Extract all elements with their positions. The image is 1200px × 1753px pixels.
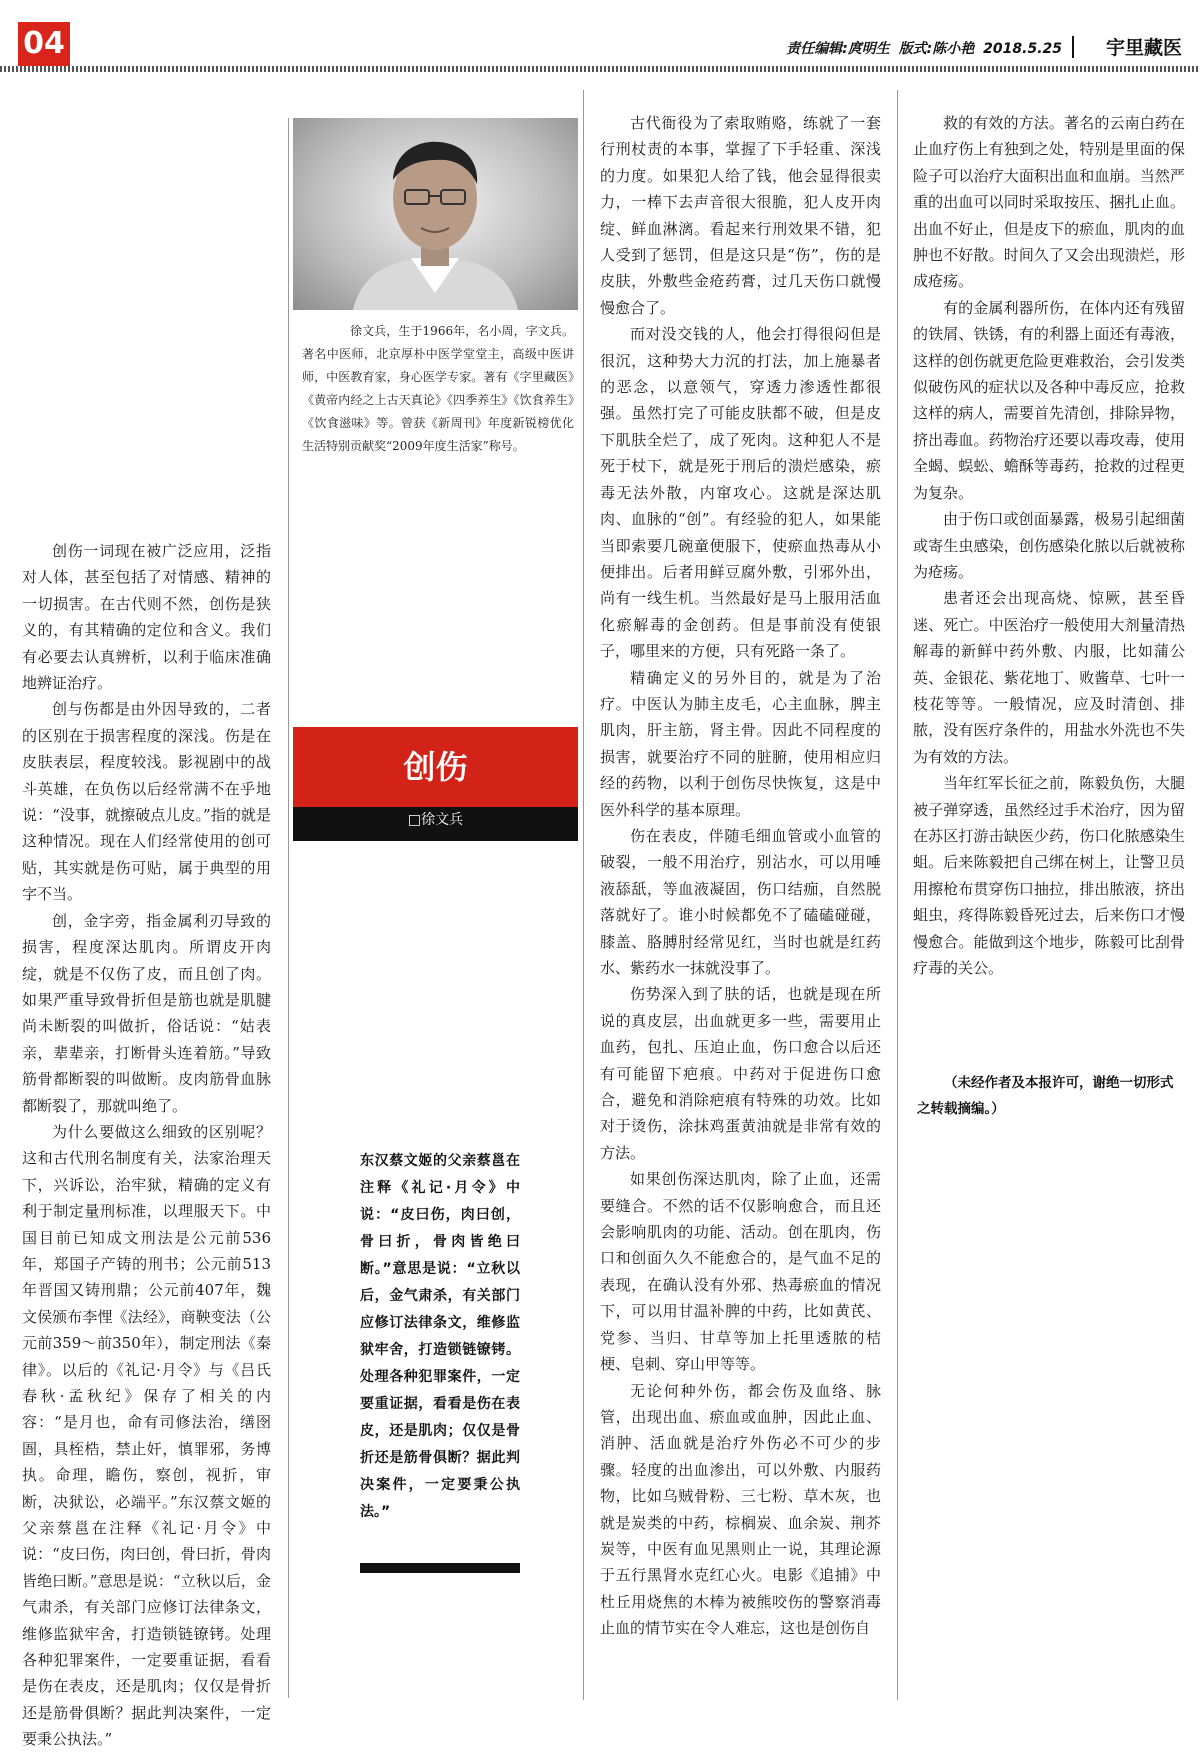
author-portrait-icon <box>293 118 578 310</box>
article-author: □徐文兵 <box>293 807 578 841</box>
paragraph: 伤在表皮，伴随毛细血管或小血管的破裂，一般不用治疗，别沾水，可以用唾液舔舐，等血液凝固，伤口结痂，自然脱落就好了。谁小时候都免不了磕磕碰碰，膝盖、胳膊肘经常见红，当时也就是红药水、紫药水一抹就没事了。 <box>600 826 881 977</box>
pull-quote-bar <box>360 1563 520 1573</box>
author-photo <box>293 118 578 310</box>
paragraph: 精确定义的另外目的，就是为了治疗。中医认为肺主皮毛，心主血脉，脾主肌肉，肝主筋，肾主骨。因此不同程度的损害，就要治疗不同的脏腑，使用相应归经的药物，以利于创伤尽快恢复，这是中医外科学的基本原理。 <box>600 668 881 819</box>
paragraph: 古代衙役为了索取贿赂，练就了一套行刑杖责的本事，掌握了下手轻重、深浅的力度。如果犯人给了钱，他会显得很卖力，一棒下去声音很大很脆，犯人皮开肉绽、鲜血淋漓。看起来行刑效果不错，犯人受到了惩罚，但是这只是“伤”，伤的是皮肤，外敷些金疮药膏，过几天伤口就慢慢愈合了。 <box>600 114 881 317</box>
article-column-3 <box>600 110 881 1642</box>
paragraph: 而对没交钱的人，他会打得很闷但是很沉，这种势大力沉的打法，加上施暴者的恶念，以意领气，穿透力渗透性都很强。虽然打完了可能皮肤都不破，但是皮下肌肤全烂了，成了死肉。这种犯人不是死于杖下，就是死于刑后的溃烂感染，瘀毒无法外散，内窜攻心。这就是深达肌肉、血脉的“创”。有经验的犯人，如果能当即索要几碗童便服下，使瘀血热毒从小便排出。后者用鲜豆腐外敷，引邪外出，尚有一线生机。当然最好是马上服用活血化瘀解毒的金创药。但是事前没有使银子，哪里来的方便，只有死路一条了。 <box>600 325 881 661</box>
pull-quote-text: 东汉蔡文姬的父亲蔡邕在注释《礼记·月令》中说：“皮曰伤，肉曰创，骨曰折，骨肉皆绝曰断。”意思是说：“立秋以后，金气肃杀，有关部门应修订法律条文，维修监狱牢舍，打造锁链镣铐。处理各种犯罪案件，一定要重证据，看看是伤在表皮，还是肌肉；仅仅是骨折还是筋骨俱断？据此判决案件，一定要秉公执法。” <box>360 1153 520 1520</box>
paragraph: 患者还会出现高烧、惊厥，甚至昏迷、死亡。中医治疗一般使用大剂量清热解毒的新鲜中药外敷、内服，比如蒲公英、金银花、紫花地丁、败酱草、七叶一枝花等等。一般情况，应及时清创、排脓，没有医疗条件的，用盐水外洗也不失为有效的方法。 <box>913 589 1185 766</box>
article-column-4 <box>913 110 1185 981</box>
paragraph: 如果创伤深达肌肉，除了止血，还需要缝合。不然的话不仅影响愈合，而且还会影响肌肉的功能、活动。创在肌肉，伤口和创面久久不能愈合的，是气血不足的表现，在确认没有外邪、热毒瘀血的情况下，可以用甘温补脾的中药，比如黄芪、党参、当归、甘草等加上托里透脓的桔梗、皂刺、穿山甲等等。 <box>600 1170 881 1374</box>
title-block <box>293 727 578 841</box>
bio-text: 徐文兵，生于1966年，名小周，字文兵。著名中医师，北京厚朴中医学堂堂主，高级中医讲师，中医教育家，身心医学专家。著有《字里藏医》《黄帝内经之上古天真论》《四季养生》《饮食养生》《饮食滋味》等。曾获《新周刊》年度新锐榜优化生活特别贡献奖“2009年度生活家”称号。 <box>302 324 574 453</box>
paragraph: 创伤一词现在被广泛应用，泛指对人体，甚至包括了对情感、精神的一切损害。在古代则不然，创伤是狭义的，有其精确的定位和含义。我们有必要去认真辨析，以利于临床准确地辨证治疗。 <box>22 542 271 693</box>
author-bio <box>302 320 574 458</box>
paragraph: 为什么要做这么细致的区别呢？这和古代刑名制度有关，法家治理天下，兴诉讼，治牢狱，精确的定义有利于制定量刑标准，以理服天下。中国目前已知成文刑法是公元前536年，郑国子产铸的刑书；公元前513年晋国又铸刑鼎；公元前407年，魏文侯颁布李悝《法经》，商鞅变法（公元前359～前350年），制定刑法《秦律》。以后的《礼记·月令》与《吕氏春秋·孟秋纪》保存了相关的内容：“是月也，命有司修法治，缮囹圄，具桎梏，禁止奸，慎罪邪，务博执。命理，瞻伤，察创，视折，审断，决狱讼，必端平。”东汉蔡文姬的父亲蔡邕在注释《礼记·月令》中说：“皮曰伤，肉曰创，骨曰折，骨肉皆绝曰断。”意思是说：“立秋以后，金气肃杀，有关部门应修订法律条文，维修监狱牢舍，打造锁链镣铐。处理各种犯罪案件，一定要重证据，看看是伤在表皮，还是肌肉；仅仅是骨折还是筋骨俱断？据此判决案件，一定要秉公执法。” <box>22 1122 271 1749</box>
paragraph: 救的有效的方法。著名的云南白药在止血疗伤上有独到之处，特别是里面的保险子可以治疗大面积出血和血崩。当然严重的出血可以同时采取按压、捆扎止血。出血不好止，但是皮下的瘀血，肌肉的血肿也不好散。时间久了又会出现溃烂，形成疮疡。 <box>913 114 1185 291</box>
section-name: 宇里藏医 <box>1105 37 1182 59</box>
header-rule <box>0 66 1200 72</box>
paragraph: 创，金字旁，指金属利刃导致的损害，程度深达肌肉。所谓皮开肉绽，就是不仅伤了皮，而且创了肉。如果严重导致骨折但是筋也就是肌腱尚未断裂的叫做折，俗话说：“姑表亲，辈辈亲，打断骨头连着筋。”导致筋骨都断裂的叫做断。皮肉筋骨血脉都断裂了，那就叫绝了。 <box>22 911 271 1115</box>
copyright-notice: （未经作者及本报许可，谢绝一切形式之转载摘编。） <box>917 1075 1174 1117</box>
paragraph: 有的金属利器所伤，在体内还有残留的铁屑、铁锈，有的利器上面还有毒液，这样的创伤就更危险更难救治，会引发类似破伤风的症状以及各种中毒反应，抢救这样的病人，需要首先清创，排除异物，挤出毒血。药物治疗还要以毒攻毒，使用全蝎、蜈蚣、蟾酥等毒药，抢救的过程更为复杂。 <box>913 298 1185 502</box>
article-title: 创伤 <box>293 727 578 807</box>
paragraph: 创与伤都是由外因导致的，二者的区别在于损害程度的深浅。伤是在皮肤表层，程度较浅。影视剧中的战斗英雄，在负伤以后经常满不在乎地说：“没事，就擦破点儿皮。”指的就是这种情况。现在人们经常使用的创可贴，其实就是伤可贴，属于典型的用字不当。 <box>22 700 271 904</box>
header-separator <box>1072 36 1074 58</box>
page-header <box>0 0 1200 80</box>
issue-date: 2018.5.25 <box>983 41 1062 57</box>
page-number: 04 <box>18 22 70 66</box>
paragraph: 无论何种外伤，都会伤及血络、脉管，出现出血、瘀血或血肿，因此止血、消肿、活血就是治疗外伤必不可少的步骤。轻度的出血渗出，可以外敷、内服药物，比如乌贼骨粉、三七粉、草木灰，也就是炭类的中药，棕榈炭、血余炭、荆芥炭等，中医有血见黑则止一说，其理论源于五行黑肾水克红心火。电影《追捕》中杜丘用烧焦的木棒为被熊咬伤的警察消毒止血的情节实在令人难忘，这也是创伤自 <box>600 1381 881 1638</box>
paragraph: 伤势深入到了肤的话，也就是现在所说的真皮层，出血就更多一些，需要用止血药，包扎、压迫止血，伤口愈合以后还有可能留下疤痕。中药对于促进伤口愈合，避免和消除疤痕有特殊的功效。比如对于烫伤，涂抹鸡蛋黄油就是非常有效的方法。 <box>600 985 881 1162</box>
layout-credit: 版式:陈小艳 <box>898 41 975 57</box>
editor-credit: 责任编辑:庹明生 <box>786 41 890 57</box>
column-divider <box>288 118 289 1698</box>
column-divider <box>583 90 584 1700</box>
editor-credits <box>782 38 1062 58</box>
article-column-1 <box>22 538 271 1753</box>
paragraph: 当年红军长征之前，陈毅负伤，大腿被子弹穿透，虽然经过手术治疗，因为留在苏区打游击缺医少药，伤口化脓感染生蛆。后来陈毅把自己绑在树上，让警卫员用擦枪布贯穿伤口抽拉，排出脓液，挤出蛆虫，疼得陈毅昏死过去，后来伤口才慢慢愈合。能做到这个地步，陈毅可比刮骨疗毒的关公。 <box>913 774 1185 977</box>
pull-quote <box>360 1148 520 1526</box>
column-divider <box>897 90 898 1700</box>
paragraph: 由于伤口或创面暴露，极易引起细菌或寄生虫感染，创伤感染化脓以后就被称为疮疡。 <box>913 510 1185 581</box>
